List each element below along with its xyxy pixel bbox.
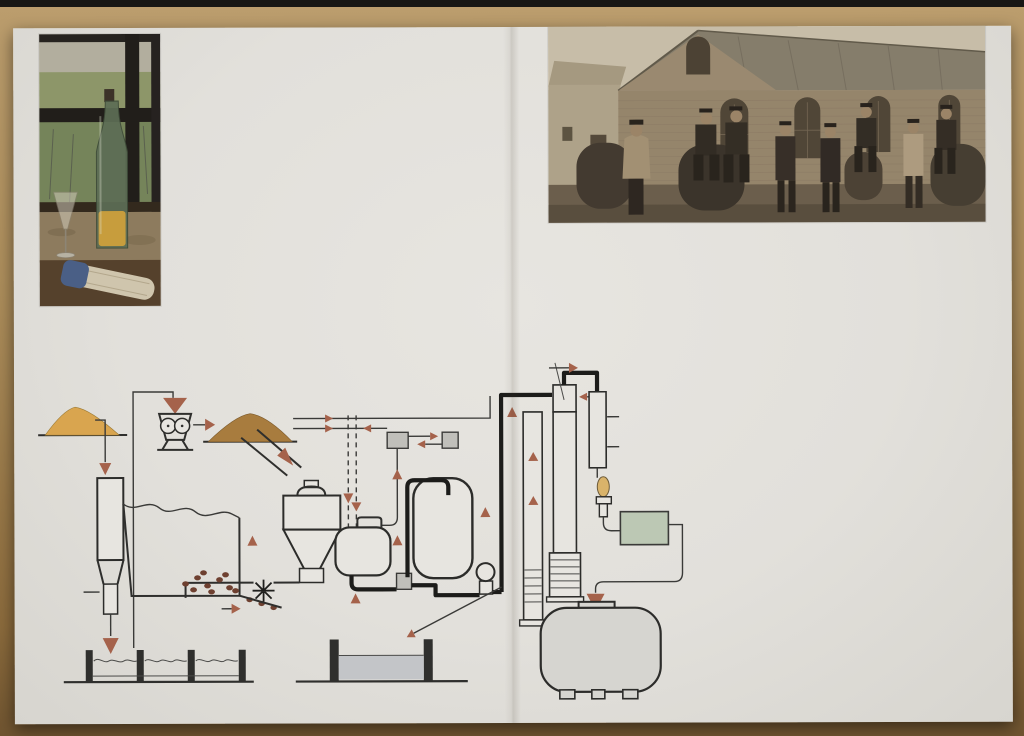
brochure-content bbox=[13, 26, 1013, 725]
right-article-para2 bbox=[687, 361, 1002, 362]
center-fold bbox=[503, 26, 521, 725]
brewery-staff-photo bbox=[548, 26, 986, 223]
bottle-photo-graphic bbox=[39, 34, 161, 306]
brochure-paper bbox=[13, 26, 1013, 725]
photo-caption bbox=[547, 228, 987, 229]
processen-heading bbox=[687, 361, 1002, 362]
left-article-para2 bbox=[177, 45, 499, 46]
right-article-para1 bbox=[687, 346, 1002, 347]
bottle-window-photo bbox=[39, 34, 161, 306]
left-article-para1 bbox=[177, 45, 499, 46]
right-article bbox=[687, 346, 1002, 364]
process-diagram-graphic bbox=[35, 345, 701, 715]
brewery-photo-graphic bbox=[548, 26, 986, 223]
right-article-para3 bbox=[687, 363, 1002, 364]
article-heading bbox=[177, 36, 499, 37]
left-article bbox=[177, 36, 499, 46]
